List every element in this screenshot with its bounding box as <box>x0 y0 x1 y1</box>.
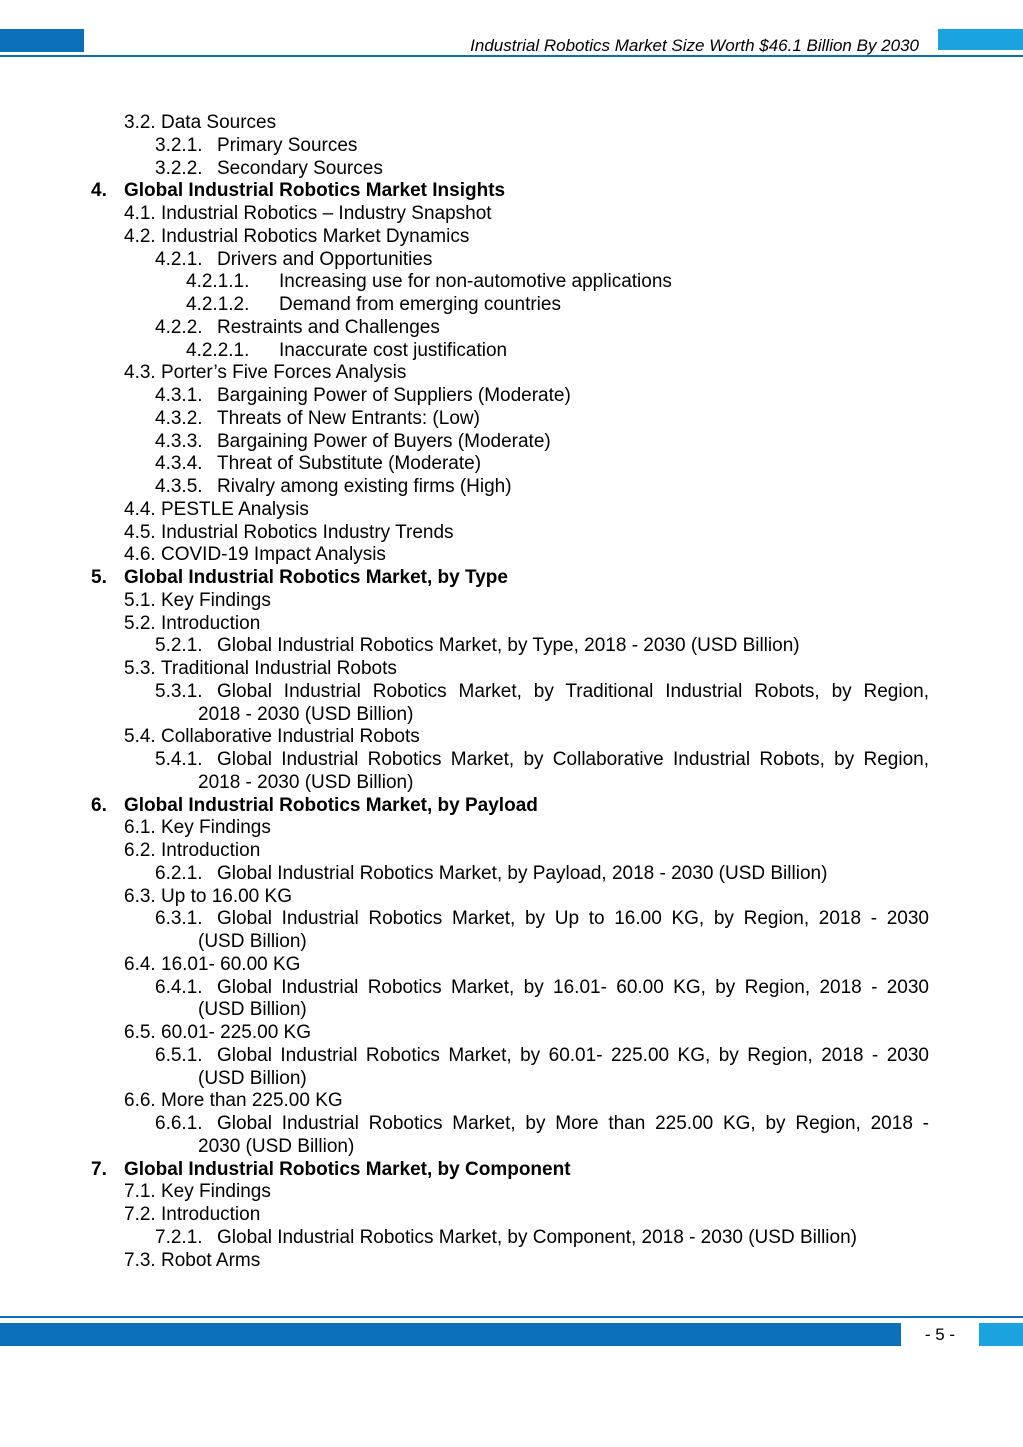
toc-entry-title: Primary Sources <box>217 134 358 156</box>
toc-entry-title: Global Industrial Robotics Market Insights <box>124 180 506 202</box>
toc-entry-title: Bargaining Power of Suppliers (Moderate) <box>217 385 571 406</box>
toc-entry-title: Global Industrial Robotics Market, by Component, 2018 - 2030 (USD Billion) <box>217 1226 857 1248</box>
toc-entry-number: 4.3.4. <box>155 453 203 475</box>
toc-entry-title: Rivalry among existing firms (High) <box>217 476 512 497</box>
toc-entry-title: Data Sources <box>161 112 277 133</box>
toc-entry-title: Threat of Substitute (Moderate) <box>217 453 482 475</box>
toc-entry-title: 60.01- 225.00 KG <box>161 1022 311 1043</box>
toc-entry <box>0 294 1023 317</box>
toc-entry <box>0 431 1023 454</box>
toc-entry <box>0 817 1023 840</box>
toc-entry <box>0 1045 1023 1091</box>
toc-entry-number: 4.3.3. <box>155 430 203 452</box>
toc-entry <box>0 1181 1023 1204</box>
toc-entry-number: 6.6.1. <box>155 1113 203 1134</box>
toc-entry-title: Bargaining Power of Buyers (Moderate) <box>217 430 551 452</box>
toc-entry-title-continuation: (USD Billion) <box>198 931 307 952</box>
toc-entry <box>0 658 1023 681</box>
toc-entry-title: Secondary Sources <box>217 157 383 179</box>
toc-entry <box>0 908 1023 954</box>
toc-entry-title-continuation: (USD Billion) <box>198 1067 307 1089</box>
table-of-contents <box>0 112 1023 1272</box>
toc-entry-number: 6.4. <box>124 953 156 975</box>
toc-entry <box>0 203 1023 226</box>
toc-entry-number: 3.2.2. <box>155 157 203 179</box>
toc-entry-title: Porter’s Five Forces Analysis <box>161 362 407 384</box>
toc-entry <box>0 886 1023 909</box>
toc-entry-title: Up to 16.00 KG <box>161 885 292 907</box>
toc-entry <box>0 863 1023 886</box>
toc-entry-number: 5.3. <box>124 658 156 679</box>
toc-entry <box>0 1159 1023 1182</box>
toc-entry-title <box>198 976 929 1023</box>
toc-entry-title: More than 225.00 KG <box>161 1090 343 1112</box>
toc-entry-title: Key Findings <box>161 589 271 611</box>
toc-entry-number: 6.5. <box>124 1022 156 1043</box>
toc-entry-title: Robot Arms <box>161 1249 261 1271</box>
toc-entry-title: Industrial Robotics Market Dynamics <box>161 225 470 247</box>
toc-entry <box>0 977 1023 1023</box>
toc-entry-title: Inaccurate cost justification <box>279 339 508 361</box>
toc-entry-number: 4.3.2. <box>155 407 203 429</box>
toc-entry-number: 4.5. <box>124 521 156 543</box>
toc-entry-title-continuation: 2018 - 2030 (USD Billion) <box>198 703 414 725</box>
toc-entry-title: Global Industrial Robotics Market, by Component <box>124 1158 571 1180</box>
toc-entry-title: Introduction <box>161 612 261 634</box>
toc-entry <box>0 544 1023 567</box>
toc-entry <box>0 1113 1023 1159</box>
toc-entry <box>0 1090 1023 1113</box>
toc-entry <box>0 635 1023 658</box>
toc-entry-title: Global Industrial Robotics Market, by Type <box>124 567 508 588</box>
toc-entry-title-line: Global Industrial Robotics Market, by 60.01- 225.00 KG, by Region, 2018 - 2030 <box>217 1044 929 1066</box>
toc-entry-number: 5.1. <box>124 589 156 611</box>
toc-entry-number: 4.3.5. <box>155 476 203 497</box>
toc-entry-number: 5.3.1. <box>155 680 203 702</box>
toc-entry-title-line: Global Industrial Robotics Market, by Collaborative Industrial Robots, by Region, <box>217 749 929 770</box>
toc-entry <box>0 180 1023 203</box>
toc-entry <box>0 1250 1023 1273</box>
toc-entry-title: Global Industrial Robotics Market, by Payload, 2018 - 2030 (USD Billion) <box>217 862 828 884</box>
header-rule <box>0 55 1023 57</box>
toc-entry-number: 4.2.2. <box>155 316 203 338</box>
toc-entry-number: 5.4.1. <box>155 749 203 770</box>
toc-entry <box>0 1022 1023 1045</box>
toc-entry-title: Global Industrial Robotics Market, by Payload <box>124 794 538 816</box>
toc-entry <box>0 317 1023 340</box>
toc-entry-number: 4.4. <box>124 498 156 520</box>
toc-entry <box>0 476 1023 499</box>
toc-entry-number: 3.2. <box>124 112 156 133</box>
toc-entry <box>0 158 1023 181</box>
toc-entry-number: 4.3. <box>124 362 156 384</box>
header-right-accent-bar <box>938 29 1023 50</box>
toc-entry-number: 4.2.1.2. <box>186 294 250 315</box>
toc-entry-title: Industrial Robotics Industry Trends <box>161 521 454 543</box>
toc-entry-number: 6.2. <box>124 840 156 861</box>
toc-entry-number: 7.3. <box>124 1249 156 1271</box>
toc-entry <box>0 408 1023 431</box>
toc-entry <box>0 499 1023 522</box>
toc-entry <box>0 567 1023 590</box>
toc-entry <box>0 840 1023 863</box>
toc-entry <box>0 271 1023 294</box>
toc-entry-title-continuation: 2018 - 2030 (USD Billion) <box>198 771 414 793</box>
toc-entry-title: Restraints and Challenges <box>217 316 440 338</box>
toc-entry <box>0 385 1023 408</box>
toc-entry-title: Key Findings <box>161 1181 271 1203</box>
toc-entry <box>0 362 1023 385</box>
toc-entry <box>0 112 1023 135</box>
toc-entry-title: Threats of New Entrants: (Low) <box>217 407 480 429</box>
toc-entry-title: Collaborative Industrial Robots <box>161 726 420 748</box>
toc-entry <box>0 340 1023 363</box>
toc-entry-title: 16.01- 60.00 KG <box>161 953 301 975</box>
toc-entry <box>0 749 1023 795</box>
toc-entry-title: Drivers and Opportunities <box>217 248 433 270</box>
toc-entry-title: Traditional Industrial Robots <box>161 658 397 679</box>
toc-entry-number: 5. <box>91 567 107 588</box>
toc-entry <box>0 453 1023 476</box>
toc-entry-title-line: Global Industrial Robotics Market, by More than 225.00 KG, by Region, 2018 - <box>217 1113 929 1134</box>
toc-entry-number: 5.2.1. <box>155 635 203 657</box>
toc-entry-number: 4.2.1.1. <box>186 271 250 293</box>
toc-entry-title-line: Global Industrial Robotics Market, by Up to 16.00 KG, by Region, 2018 - 2030 <box>217 908 929 930</box>
toc-entry-number: 4.2.2.1. <box>186 339 250 361</box>
toc-entry-number: 7. <box>91 1158 107 1180</box>
toc-entry-number: 6.3.1. <box>155 908 203 930</box>
toc-entry-number: 6.3. <box>124 885 156 907</box>
toc-entry-number: 5.2. <box>124 612 156 634</box>
toc-entry-number: 4.3.1. <box>155 385 203 406</box>
footer-rule <box>0 1316 1023 1318</box>
toc-entry <box>0 1204 1023 1227</box>
toc-entry-title <box>198 749 929 795</box>
toc-entry-title: Introduction <box>161 1204 261 1225</box>
toc-entry-title <box>198 1113 929 1159</box>
toc-entry <box>0 135 1023 158</box>
toc-entry-number: 6.4.1. <box>155 976 203 998</box>
toc-entry-title <box>198 680 929 727</box>
toc-entry-title: Key Findings <box>161 817 271 839</box>
toc-entry-number: 7.2.1. <box>155 1226 203 1248</box>
toc-entry <box>0 795 1023 818</box>
toc-entry-number: 4.2. <box>124 225 156 247</box>
toc-entry-number: 6.2.1. <box>155 862 203 884</box>
toc-entry-number: 4.2.1. <box>155 248 203 270</box>
toc-entry-title: Industrial Robotics – Industry Snapshot <box>161 203 492 224</box>
toc-entry-title <box>198 908 929 954</box>
toc-entry-title: Increasing use for non-automotive applications <box>279 271 672 293</box>
toc-entry <box>0 249 1023 272</box>
toc-entry <box>0 590 1023 613</box>
toc-entry-title <box>198 1044 929 1091</box>
toc-entry-title-line: Global Industrial Robotics Market, by Traditional Industrial Robots, by Region, <box>217 680 929 702</box>
header-title: Industrial Robotics Market Size Worth $46.1 Billion By 2030 <box>470 36 919 55</box>
toc-entry-title: PESTLE Analysis <box>161 498 309 520</box>
toc-entry <box>0 726 1023 749</box>
toc-entry <box>0 613 1023 636</box>
toc-entry <box>0 522 1023 545</box>
footer-right-accent-bar <box>979 1323 1023 1346</box>
toc-entry-title: Demand from emerging countries <box>279 294 561 315</box>
toc-entry <box>0 226 1023 249</box>
toc-entry-number: 4.1. <box>124 203 156 224</box>
toc-entry-title: Introduction <box>161 840 261 861</box>
header-left-accent-bar <box>0 29 84 52</box>
toc-entry-title: COVID-19 Impact Analysis <box>161 544 386 566</box>
page-number: - 5 - <box>924 1325 956 1344</box>
toc-entry-number: 5.4. <box>124 726 156 748</box>
toc-entry-title: Global Industrial Robotics Market, by Type, 2018 - 2030 (USD Billion) <box>217 635 800 657</box>
toc-entry-number: 6.1. <box>124 817 156 839</box>
toc-entry <box>0 681 1023 727</box>
toc-entry-number: 6.5.1. <box>155 1044 203 1066</box>
toc-entry-number: 3.2.1. <box>155 134 203 156</box>
toc-entry-number: 7.1. <box>124 1181 156 1203</box>
toc-entry <box>0 1227 1023 1250</box>
toc-entry-number: 7.2. <box>124 1204 156 1225</box>
toc-entry-title-continuation: (USD Billion) <box>198 999 307 1021</box>
toc-entry <box>0 954 1023 977</box>
toc-entry-title-line: Global Industrial Robotics Market, by 16.01- 60.00 KG, by Region, 2018 - 2030 <box>217 976 929 998</box>
toc-entry-number: 4.6. <box>124 544 156 566</box>
footer-accent-bar <box>0 1323 901 1346</box>
toc-entry-number: 4. <box>91 180 107 202</box>
toc-entry-number: 6. <box>91 794 107 816</box>
toc-entry-title-continuation: 2030 (USD Billion) <box>198 1135 355 1157</box>
toc-entry-number: 6.6. <box>124 1090 156 1112</box>
